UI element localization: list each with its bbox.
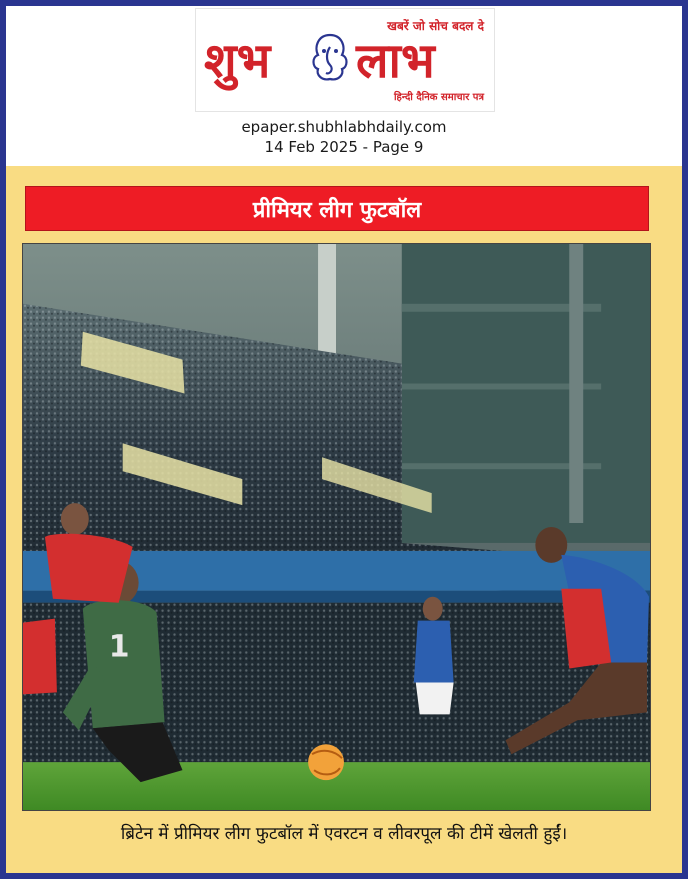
goalkeeper-jersey-number: 1 [108,629,130,665]
logo-word-shubh: शुभ [204,33,271,89]
newspaper-logo[interactable] [195,8,495,112]
masthead [6,6,682,166]
logo-subtag: हिन्दी दैनिक समाचार पत्र [393,92,484,103]
logo-tagline: खबरें जो सोच बदल दे [387,19,484,33]
epaper-page [6,6,682,873]
site-url[interactable]: epaper.shubhlabhdaily.com [241,118,447,136]
article-headline: प्रीमियर लीग फुटबॉल [252,197,422,223]
football-match-photo [22,243,651,811]
photo-caption: ब्रिटेन में प्रीमियर लीग फुटबॉल में एवरटन व लीवरपूल की टीमें खेलती हुईं। [120,824,568,844]
edition-date-page: 14 Feb 2025 - Page 9 [264,138,424,156]
article-area [6,166,682,873]
headline-bar [25,186,649,231]
ganesh-icon [308,31,352,83]
logo-word-labh: लाभ [356,33,435,89]
